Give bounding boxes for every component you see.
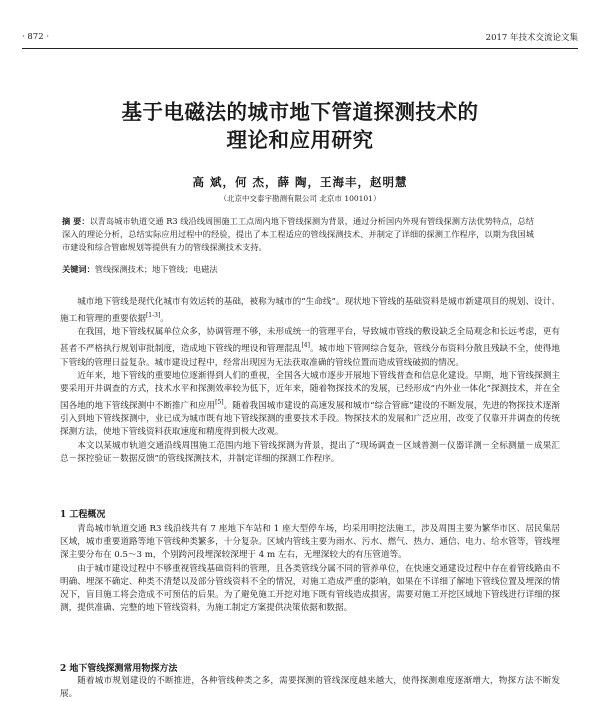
section-1-heading: 1 工程概况: [60, 510, 106, 520]
intro-paragraph: 近年来，地下管线的重要地位逐渐得到人们的重视，全国各大城市逐步开展地下管线普查和信息化建设。早期，地下管线探测主要采用开井调查的方式，技术水平和探测效率较为低下，近年来，随着物探技术的发展，已经形成“内外业一体化”探测技术，并在全国各地的地下管线探测中不断推广和应用[5]。随着我国城市建设的高速发展和城市“综合管廊”建设的不断发展，先进的物探技术逐渐引入到地下管线探测中，业已成为城市既有地下管线探测的重要技术手段。物探技术的发展和广泛应用，改变了仅靠开井调查的传统探测方法，使地下管线资料获取速度和精度得到极大改观。: [60, 370, 560, 438]
section-1-paragraph: 青岛城市轨道交通 R3 线沿线共有 7 座地下车站和 1 座大型停车场，均采用明挖法施工，涉及周围主要为繁华市区、居民集居区域，城市重要道路等地下管线种类繁多，十分复杂。区域内管线主要为雨水、污水、燃气、热力、通信、电力、给水管等，管线埋深主要分布在 0.5～3 m，个别跨河段埋深较深埋于 4 m 左右，无埋深较大的有压管道等。: [60, 524, 560, 561]
abstract-label: 摘 要：: [62, 216, 90, 226]
header-rule: [22, 48, 578, 49]
section-2-paragraph: 随着城市规划建设的不断推进，各种管线种类之多，需要探测的管线深度越来越大，使得探测难度逐渐增大，物探方法不断发展。: [60, 676, 560, 700]
authors: 高 斌，何 杰，薛 陶，王海丰，赵明慧: [192, 175, 408, 189]
intro-paragraph: 城市地下管线是现代化城市有效运转的基础，被称为城市的“生命线”。现状地下管线的基础资料是城市新建项目的规划、设计、施工和管理的重要依据[1-3]。: [60, 297, 560, 325]
section-1-paragraph: 由于城市建设过程中不够重视管线基础资料的管理，且各类管线分属不同的管养单位，在快速交通建设过程中存在着管线路由不明确、埋深不确定、种类不清楚以及部分管线资料不全的情况，对施工造成严重的影响，如果在不详细了解地下管线位置及埋深的情况下，盲目施工将会造成不可预估的后果。为了避免施工开挖对地下既有管线造成损害，需要对施工开挖区域地下管线进行详细的探测，提供准确、完整的地下管线资料，为施工制定方案提供决策依据和数据。: [60, 563, 560, 614]
section-2-heading: 2 地下管线探测常用物探方法: [60, 664, 178, 674]
running-header: [22, 30, 578, 44]
paper-title: [0, 98, 600, 154]
section-1-body: [60, 523, 560, 615]
abstract: [62, 215, 534, 254]
title-line-2: 理论和应用研究: [226, 128, 374, 152]
keywords-text: 管线探测技术；地下管线；电磁法: [94, 264, 218, 274]
affiliation: （北京中交泰宇勘测有限公司 北京市 100101）: [219, 194, 381, 203]
page-number: · 872 ·: [22, 32, 50, 42]
journal-name: 2017 年技术交流论文集: [485, 33, 578, 43]
intro-paragraph: 本文以某城市轨道交通沿线周围施工范围内地下管线探测为背景，提出了“现场调查－区域普测－仪器详测－全标测量－成果汇总－探控验证－数据反馈”的管线探测技术，并制定详细的探测工作程序。: [60, 440, 560, 464]
intro-body: [60, 296, 560, 466]
title-line-1: 基于电磁法的城市地下管道探测技术的: [121, 100, 479, 124]
keywords: [62, 263, 534, 276]
abstract-text: 以青岛城市轨道交通 R3 线沿线周围施工工点周内地下管线探测为背景，通过分析国内外现有管线探测方法优势特点，总结深入的理论分析，总结实际应用过程中的经验，提出了本工程适应的管线探测技术、并制定了详细的探测工作程序，以期为我国城市建设和综合管廊规划等提供有力的管线探测技术支持。: [62, 216, 534, 252]
section-2-body: [60, 675, 560, 700]
keywords-label: 关键词：: [62, 264, 95, 274]
intro-paragraph: 在我国，地下管线权属单位众多，协调管理不够，未形成统一的管理平台，导致城市管线的敷设缺乏全局观念和长远考虑，更有甚者不严格执行规划审批制度，造成地下管线的埋设和管理混乱[4]。城市地下管网综合复杂，管线分布资料分散且残缺不全，使得地下管线的管理日益复杂。城市建设过程中，经常出现因为无法获取准确的管线位置而造成管线破损的情况。: [60, 327, 560, 368]
